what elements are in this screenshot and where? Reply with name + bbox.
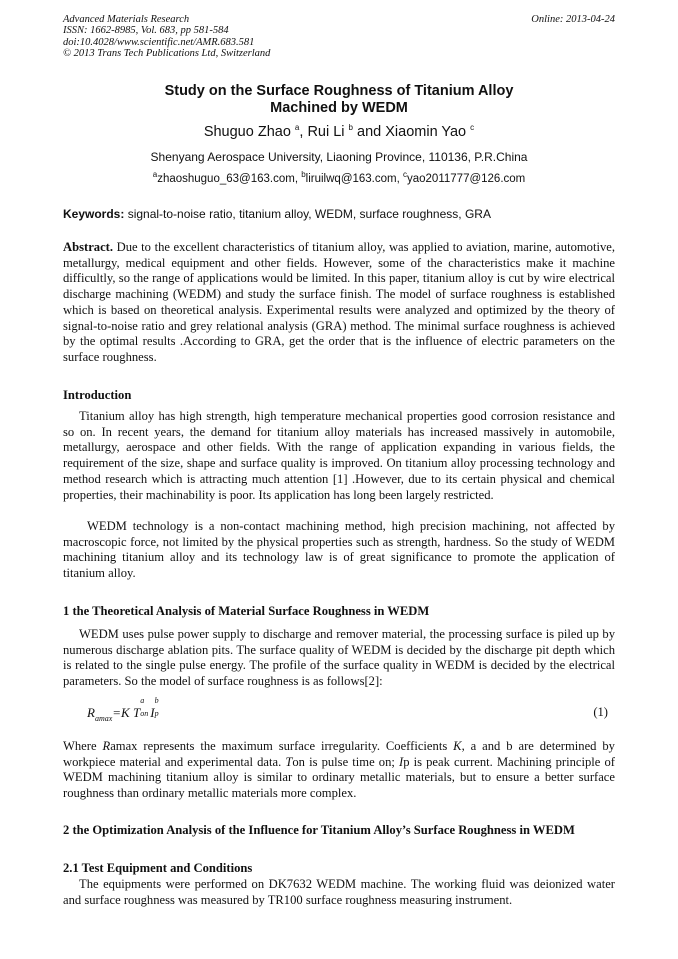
doi-line: doi:10.4028/www.scientific.net/AMR.683.581: [63, 36, 255, 48]
email-b: liruilwq@163.com,: [305, 173, 403, 185]
abstract-label: Abstract.: [63, 240, 114, 254]
email-c-mark: c: [403, 170, 407, 180]
eq-equals-k: =K: [112, 705, 130, 720]
affiliation: Shenyang Aerospace University, Liaoning Province, 110136, P.R.China: [150, 150, 528, 164]
title-line-1: Study on the Surface Roughness of Titanium Alloy: [164, 83, 514, 99]
eq-r-sub: amax: [94, 714, 113, 723]
eq-i-sup: b: [154, 696, 159, 705]
symbol-r: R: [102, 739, 111, 753]
online-date: Online: 2013-04-24: [531, 14, 615, 25]
email-list: [63, 172, 615, 186]
title-line-2: Machined by WEDM: [270, 100, 408, 116]
text-run: on is pulse time on;: [292, 754, 399, 769]
text-run: amax represents the maximum surface irregularity. Coefficients: [110, 739, 454, 753]
email-a: zhaoshuguo_63@163.com,: [157, 173, 302, 185]
introduction-heading: Introduction: [63, 388, 132, 402]
eq-i: I: [150, 705, 155, 720]
text-run: p is peak current. Machining principle of WEDM machining titanium alloy is similar to ordinary metallic materials, but to ensure a better surface roughness than ordinary metallic materials more complex.: [63, 754, 615, 801]
text-run: , a and b are determined by workpiece material and experimental data.: [63, 739, 615, 769]
author-2: Rui Li: [307, 124, 345, 140]
introduction-paragraph-2: WEDM technology is a non-contact machining method, high precision machining, not affected by macroscopic force, not limited by the physical properties such as strength, hardness. So the study of WEDM machining titanium alloy and its technology law is of great significance to promote the application of titanium alloy.: [63, 519, 615, 581]
text-run: Where: [63, 739, 103, 753]
section-1-paragraph-2: [63, 739, 615, 802]
email-a-mark: a: [152, 170, 158, 180]
author-separator: ,: [299, 124, 308, 140]
paper-title: [63, 83, 615, 117]
equation-1: [87, 696, 207, 723]
section-2-1-heading: 2.1 Test Equipment and Conditions: [63, 861, 253, 875]
author-3: Xiaomin Yao: [385, 124, 467, 140]
eq-t-sub: on: [140, 709, 149, 718]
eq-t-scripts: [140, 696, 150, 718]
copyright-line: © 2013 Trans Tech Publications Ltd, Switzerland: [63, 47, 271, 59]
abstract-text: Due to the excellent characteristics of titanium alloy, was applied to aviation, marine, automotive, metallurgy, medical equipment and other fields. However, some of the characteristics make it machine difficultly, so the range of applications would be limited. In this paper, titanium alloy is cut by wire electrical discharge machining (WEDM) and study the surface finish. The model of surface roughness is established which is based on theoretical analysis. Experimental results were analyzed and optimized by the theory of signal-to-noise ratio and grey relational analysis (GRA) method. The minimal surface roughness is achieved by the optimal results .According to GRA, get the order that is the influence of electric parameters on the surface roughness.: [63, 240, 615, 364]
journal-header: [63, 14, 393, 59]
issn-line: ISSN: 1662-8985, Vol. 683, pp 581-584: [63, 25, 229, 37]
eq-r: R: [87, 705, 95, 720]
symbol-i: I: [399, 754, 404, 769]
author-list: [63, 123, 615, 141]
author-1-mark: a: [294, 123, 300, 133]
email-b-mark: b: [301, 170, 306, 180]
section-1-paragraph-1: WEDM uses pulse power supply to discharge and remover material, the processing surface is piled up by numerous discharge ablation pits. The surface quality of WEDM is decided by the discharge pit depth which is related to the single pulse energy. The profile of the surface quality in WEDM is decided by the electrical parameters. So the model of surface roughness is as follows[2]:: [63, 627, 615, 689]
email-c: yao2011777@126.com: [407, 173, 526, 185]
journal-name: Advanced Materials Research: [63, 14, 190, 25]
keywords: [63, 207, 623, 221]
eq-i-sub: p: [154, 709, 159, 718]
author-1: Shuguo Zhao: [203, 124, 291, 140]
abstract: [63, 240, 615, 366]
keywords-label: Keywords:: [63, 207, 125, 221]
author-3-mark: c: [470, 123, 475, 133]
symbol-t: T: [285, 754, 293, 769]
eq-t: T: [132, 705, 141, 720]
eq-i-scripts: [154, 696, 165, 718]
author-separator: and: [353, 124, 386, 140]
section-1-heading: 1 the Theoretical Analysis of Material Surface Roughness in WEDM: [63, 604, 430, 618]
section-2-paragraph-1: The equipments were performed on DK7632 WEDM machine. The working fluid was deionized water and surface roughness was measured by TR100 surface roughness measuring instrument.: [63, 877, 615, 907]
equation-number: (1): [593, 705, 608, 719]
introduction-paragraph-1: Titanium alloy has high strength, high temperature mechanical properties good corrosion resistance and so on. In recent years, the demand for titanium alloy materials has increased massively in automobile, metallurgy, aerospace and other fields. With the range of application expanding in various fields, the requirement of the size, shape and surface quality is improved. On titanium alloy processing technology and method research which is attracting much attention [1] .However, due to its certain physical and chemical properties, their machinability is poor. Its application has long been largely restricted.: [63, 409, 615, 502]
keywords-text: signal-to-noise ratio, titanium alloy, WEDM, surface roughness, GRA: [124, 207, 491, 221]
eq-t-sup: a: [140, 696, 145, 705]
symbol-k: K: [453, 739, 462, 753]
author-2-mark: b: [348, 123, 353, 133]
section-2-heading: 2 the Optimization Analysis of the Influence for Titanium Alloy’s Surface Roughness in WEDM: [63, 823, 575, 837]
